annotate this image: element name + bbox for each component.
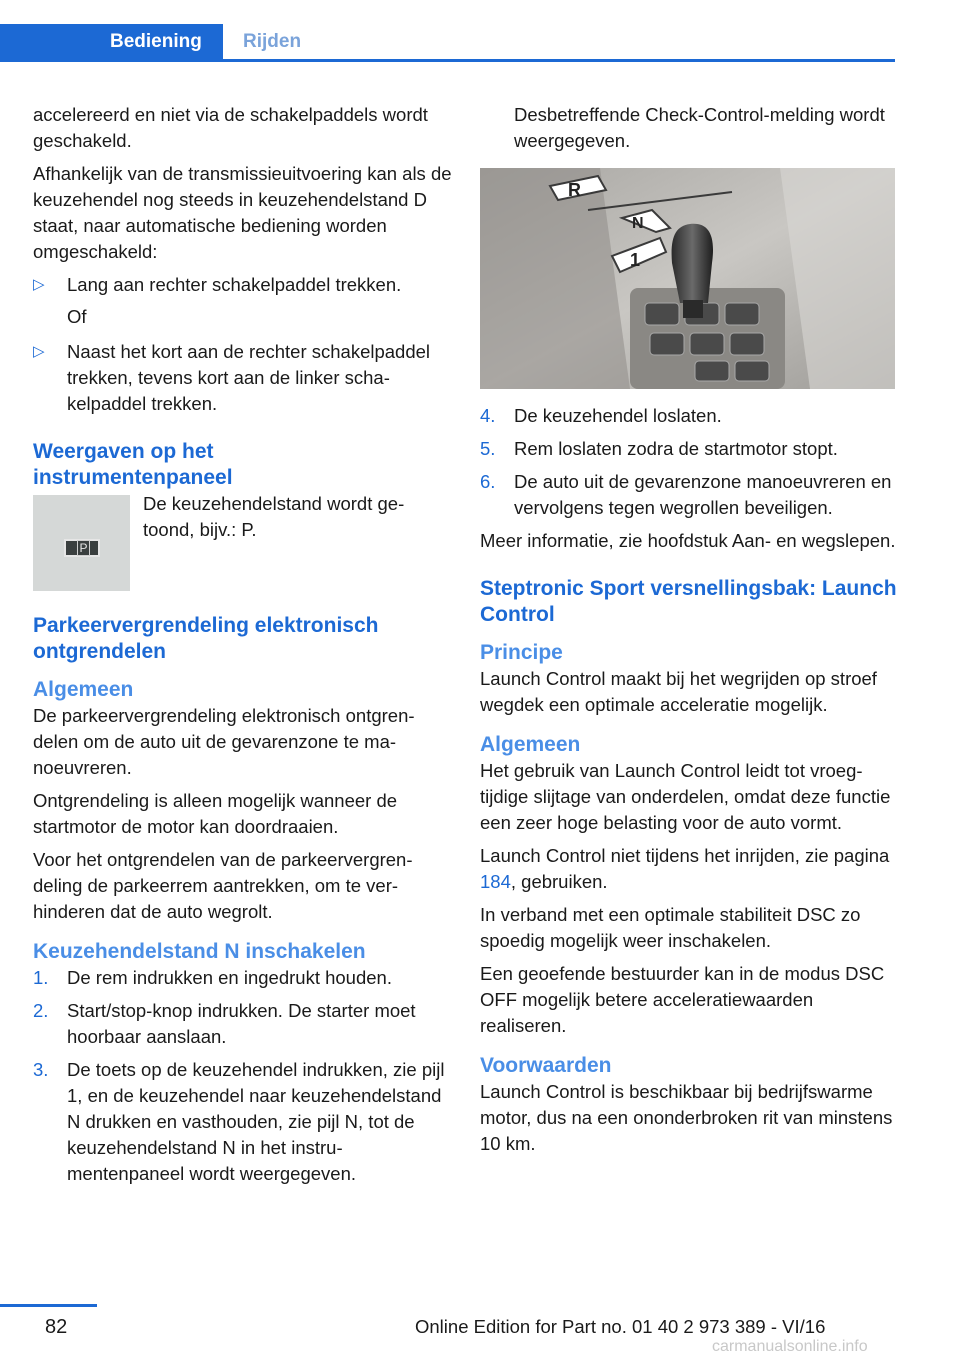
page-number: 82 (45, 1316, 68, 1338)
step-item (480, 469, 900, 521)
left-column (33, 102, 453, 1194)
step-text: De auto uit de gevarenzone manoeuvreren en vervolgens tegen wegrollen beveiligen. (514, 471, 892, 518)
bullet-item (33, 272, 453, 330)
arrow-label-n: N (632, 215, 644, 232)
gear-lever-image (480, 168, 895, 389)
step-number: 1. (33, 967, 49, 988)
algemeen-paragraph-2: Ontgrendeling is alleen mogelijk wanneer de startmotor de motor kan doordraaien. (33, 790, 398, 837)
display-section (33, 491, 453, 591)
bullet-text: Lang aan rechter schakelpaddel trekken. (67, 274, 402, 295)
subheading-algemeen-right: Algemeen (480, 733, 581, 756)
step-number: 6. (480, 471, 496, 492)
step-item (33, 998, 453, 1050)
heading-parkeervergrendeling: Parkeervergrendeling elektronisch ontgrendelen (33, 614, 379, 663)
step-text: Start/stop-knop indrukken. De starter moet hoorbaar aanslaan. (67, 1000, 416, 1047)
gear-display-icon (64, 539, 100, 557)
launch-algemeen-paragraph-4: Een geoefende bestuurder kan in de modus DSC OFF mogelijk betere acceleratiewaarden realiseren. (480, 963, 885, 1036)
step-item (480, 403, 900, 429)
algemeen-paragraph-3: Voor het ontgrendelen van de parkeervergrendeling de parkeerrem aantrekken, om te verhinderen dat de auto wegrolt. (33, 849, 413, 922)
step-text: De toets op de keuzehendel indrukken, zie pijl 1, en de keuzehendel naar keuzehendelstand N drukken en vasthouden, zie pijl N, tot de keuzehendelstand N in het instrumentenpaneel wordt weergegeven. (67, 1059, 445, 1184)
arrow-label-1: 1 (630, 250, 641, 270)
intro-paragraph-2: Afhankelijk van de transmissieuitvoering kan als de keuzehendel nog steeds in keuzehendelstand D staat, naar automatische bediening worden omgeschakeld: (33, 163, 452, 262)
step-number: 3. (33, 1059, 49, 1080)
principe-paragraph: Launch Control maakt bij het wegrijden op stroef wegdek een optimale acceleratie mogelijk. (480, 668, 877, 715)
launch-algemeen-paragraph-1: Het gebruik van Launch Control leidt tot vroegtijdige slijtage van onderdelen, omdat deze functie een zeer hoge belasting voor de auto vormt. (480, 760, 891, 833)
check-control-text: Desbetreffende Check-Control-melding wordt weergegeven. (514, 104, 885, 151)
step-number: 5. (480, 438, 496, 459)
display-description: De keuzehendelstand wordt getoond, bijv.: P. (143, 493, 405, 540)
page-link-184[interactable]: 184 (480, 871, 511, 892)
header-tabbar (0, 0, 895, 62)
footer-accent-line (0, 1304, 97, 1307)
edition-text: Online Edition for Part no. 01 40 2 973 389 - VI/16 (415, 1316, 826, 1337)
intro-paragraph-1: accelereerd en niet via de schakelpaddels wordt geschakeld. (33, 104, 428, 151)
subheading-voorwaarden: Voorwaarden (480, 1054, 612, 1077)
subheading-algemeen: Algemeen (33, 678, 134, 701)
voorwaarden-paragraph: Launch Control is beschikbaar bij bedrijfswarme motor, dus na een ononderbroken rit van minstens 10 km. (480, 1081, 893, 1154)
step-text: Rem loslaten zodra de startmotor stopt. (514, 438, 838, 459)
algemeen-paragraph-1: De parkeervergrendeling elektronisch ontgrendelen om de auto uit de gevarenzone te manoeuvreren. (33, 705, 415, 778)
heading-weergaven: Weergaven op het instrumentenpaneel (33, 440, 233, 489)
triangle-bullet-icon: ▷ (33, 343, 45, 360)
tab-bediening[interactable]: Bediening (0, 24, 223, 60)
gear-lever-illustration (480, 168, 895, 389)
launch-algemeen-paragraph-3: In verband met een optimale stabiliteit DSC zo spoedig mogelijk weer inschakelen. (480, 904, 861, 951)
tab-rijden[interactable]: Rijden (243, 31, 302, 52)
heading-steptronic: Steptronic Sport versnellingsbak: Launch Control (480, 577, 897, 626)
right-column (480, 102, 900, 1164)
step-number: 2. (33, 1000, 49, 1021)
bullet-text: Naast het kort aan de rechter schakelpaddel trekken, tevens kort aan de linker schakelpaddel trekken. (67, 341, 431, 414)
meer-informatie-text: Meer informatie, zie hoofdstuk Aan- en wegslepen. (480, 530, 896, 551)
arrow-label-r: R (568, 180, 581, 200)
step-item (33, 1057, 453, 1187)
launch-algemeen-paragraph-2: Launch Control niet tijdens het inrijden, zie pagina 184, gebruiken. (480, 845, 890, 892)
step-item (480, 436, 900, 462)
subheading-principe: Principe (480, 641, 563, 664)
subheading-keuzehendelstand: Keuzehendelstand N inschakelen (33, 940, 366, 963)
bullet-item (33, 339, 453, 417)
step-text: De keuzehendel loslaten. (514, 405, 722, 426)
watermark-text: carmanualsonline.info (712, 1338, 868, 1355)
triangle-bullet-icon: ▷ (33, 276, 45, 293)
gear-letter: P (77, 540, 90, 556)
step-number: 4. (480, 405, 496, 426)
step-text: De rem indrukken en ingedrukt houden. (67, 967, 392, 988)
instrument-display-image (33, 495, 130, 591)
step-item (33, 965, 453, 991)
bullet-subtext: Of (67, 306, 87, 327)
